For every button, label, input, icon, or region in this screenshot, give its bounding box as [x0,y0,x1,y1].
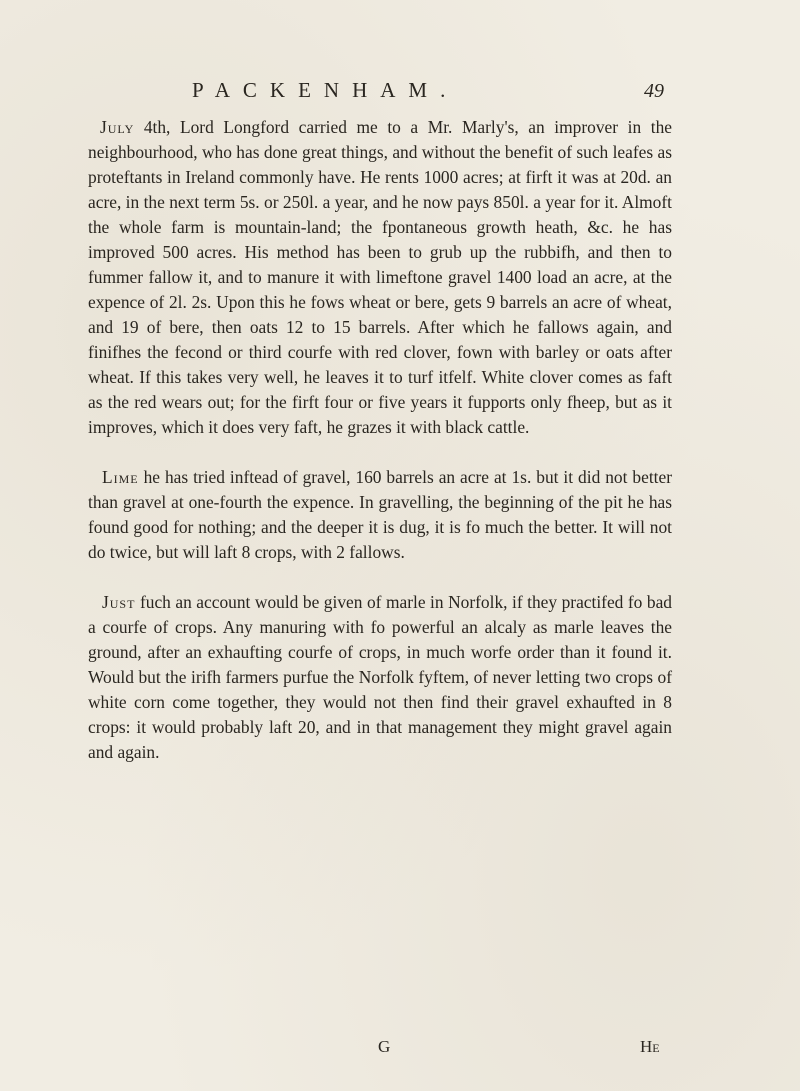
paragraph-body: fuch an account would be given of marle in Norfolk, if they practifed fo bad a courfe of crops. Any manuring with fo powerful an alcaly as marle leaves the ground, after an exhaufting courfe of crops, in much worfe order than it found it. Would but the irifh farmers purfue the Norfolk fyftem, of never letting two crops of white corn come together, they would not then find their gravel exhaufted in 8 crops: it would probably laft 20, and in that management they might gravel again and again. [88,592,672,762]
paragraph-just [88,590,672,765]
paragraph-lead-word: July [100,117,135,137]
catchword: He [640,1037,660,1056]
body-text [88,115,672,765]
paragraph-lead-word: Just [102,592,136,612]
paragraph-lead-word: Lime [102,467,139,487]
page-footer [0,1037,800,1063]
signature-mark: G [378,1037,391,1056]
paragraph-lime [88,465,672,565]
paragraph-body: 4th, Lord Longford carried me to a Mr. Marly's, an improver in the neighbourhood, who has done great things, and without the benefit of such leafes as proteftants in Ireland commonly have. He rents 1000 acres; at firft it was at 20d. an acre, in the next term 5s. or 250l. a year, and he now pays 850l. a year for it. Almoft the whole farm is mountain-land; the fpontaneous growth heath, &c. he has improved 500 acres. His method has been to grub up the rubbifh, and then to fummer fallow it, and to manure it with limeftone gravel 1400 load an acre, at the expence of 2l. 2s. Upon this he fows wheat or bere, gets 9 barrels an acre of wheat, and 19 of bere, then oats 12 to 15 barrels. After which he fallows again, and finifhes the fecond or third courfe with red clover, fown with barley or oats after wheat. If this takes very well, he leaves it to turf itfelf. White clover comes as faft as the red wears out; for the firft four or five years it fupports only fheep, but as it improves, which it does very faft, he grazes it with black cattle. [88,117,672,437]
page-header [0,78,800,108]
running-title: PACKENHAM. [192,78,459,102]
page-number: 49 [644,80,664,102]
paragraph-july [88,115,672,440]
paragraph-body: he has tried inftead of gravel, 160 barrels an acre at 1s. but it did not better than gravel at one-fourth the expence. In gravelling, the beginning of the pit he has found good for nothing; and the deeper it is dug, it is fo much the better. It will not do twice, but will laft 8 crops, with 2 fallows. [88,467,672,562]
